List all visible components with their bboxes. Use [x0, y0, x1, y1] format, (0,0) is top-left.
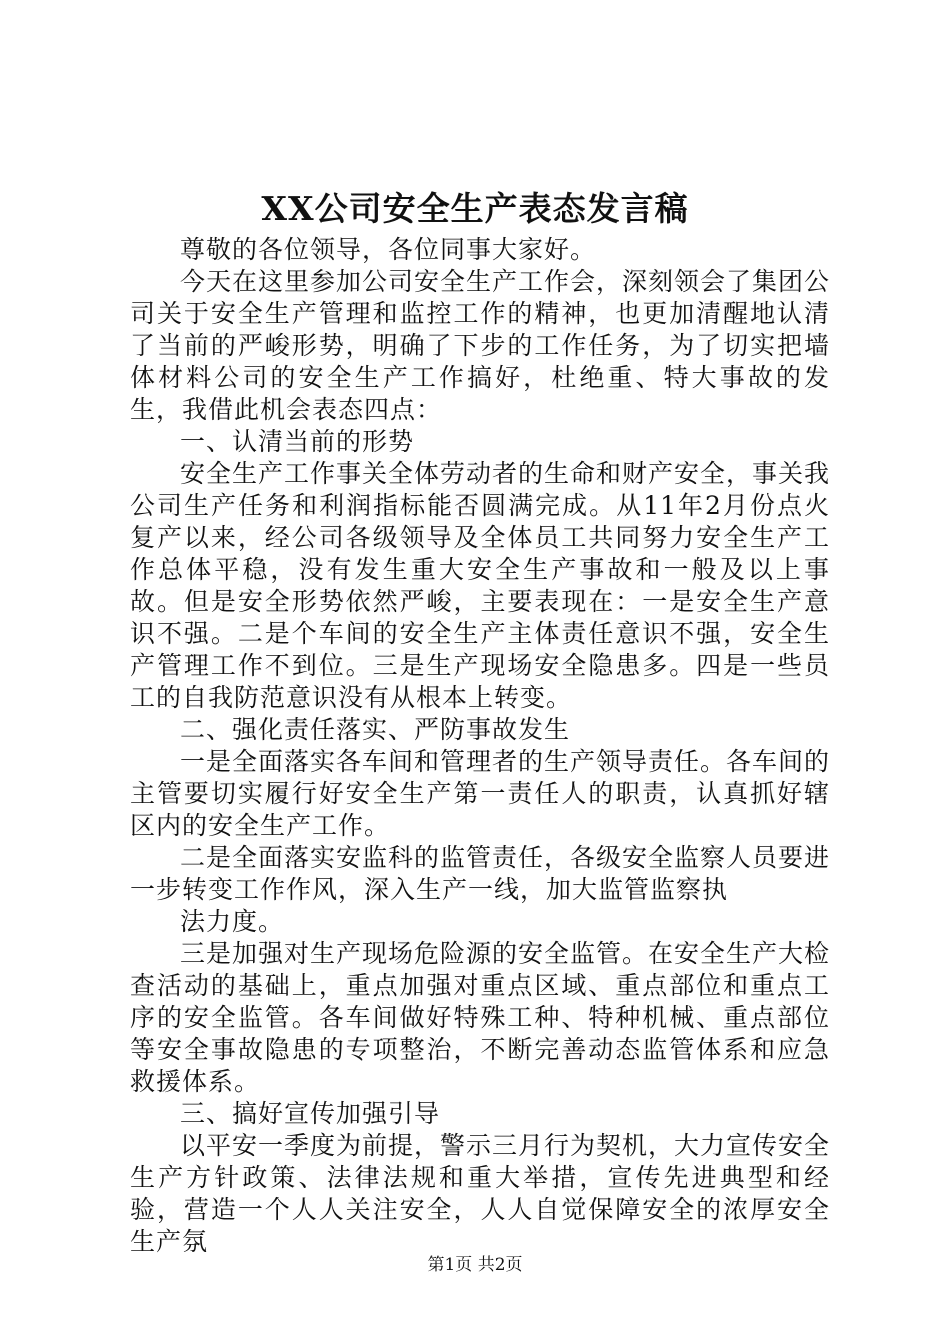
section-2-paragraph-1: 一是全面落实各车间和管理者的生产领导责任。各车间的主管要切实履行好安全生产第一责任人的职责，认真抓好辖区内的安全生产工作。	[130, 747, 831, 840]
section-3-paragraph: 以平安一季度为前提，警示三月行为契机，大力宣传安全生产方针政策、法律法规和重大举措，宣传先进典型和经验，营造一个人人关注安全，人人自觉保障安全的浓厚安全生产氛	[130, 1131, 831, 1256]
section-heading-2: 二、强化责任落实、严防事故发生	[180, 715, 571, 744]
section-heading-1: 一、认清当前的形势	[180, 427, 415, 456]
section-2-paragraph-2-continuation: 法力度。	[180, 907, 285, 936]
section-2-paragraph-3: 三是加强对生产现场危险源的安全监管。在安全生产大检查活动的基础上，重点加强对重点区域、重点部位和重点工序的安全监管。各车间做好特殊工种、特种机械、重点部位等安全事故隐患的专项整治，不断完善动态监管体系和应急救援体系。	[130, 939, 831, 1096]
section-heading-3: 三、搞好宣传加强引导	[180, 1099, 441, 1128]
section-2-paragraph-2: 二是全面落实安监科的监管责任，各级安全监察人员要进一步转变工作作风，深入生产一线，加大监管监察执	[130, 843, 831, 904]
section-1-paragraph: 安全生产工作事关全体劳动者的生命和财产安全，事关我公司生产任务和利润指标能否圆满完成。从11年2月份点火复产以来，经公司各级领导及全体员工共同努力安全生产工作总体平稳，没有发生重大安全生产事故和一般及以上事故。但是安全形势依然严峻，主要表现在：一是安全生产意识不强。二是个车间的安全生产主体责任意识不强，安全生产管理工作不到位。三是生产现场安全隐患多。四是一些员工的自我防范意识没有从根本上转变。	[130, 459, 831, 712]
salutation-paragraph: 尊敬的各位领导，各位同事大家好。	[180, 235, 597, 264]
document-body	[130, 234, 830, 1258]
document-title: XX公司安全生产表态发言稿	[261, 189, 689, 228]
intro-paragraph: 今天在这里参加公司安全生产工作会，深刻领会了集团公司关于安全生产管理和监控工作的精神，也更加清醒地认清了当前的严峻形势，明确了下步的工作任务，为了切实把墙体材料公司的安全生产工作搞好，杜绝重、特大事故的发生，我借此机会表态四点：	[130, 267, 831, 424]
page-number-footer: 第1页 共2页	[427, 1255, 523, 1275]
